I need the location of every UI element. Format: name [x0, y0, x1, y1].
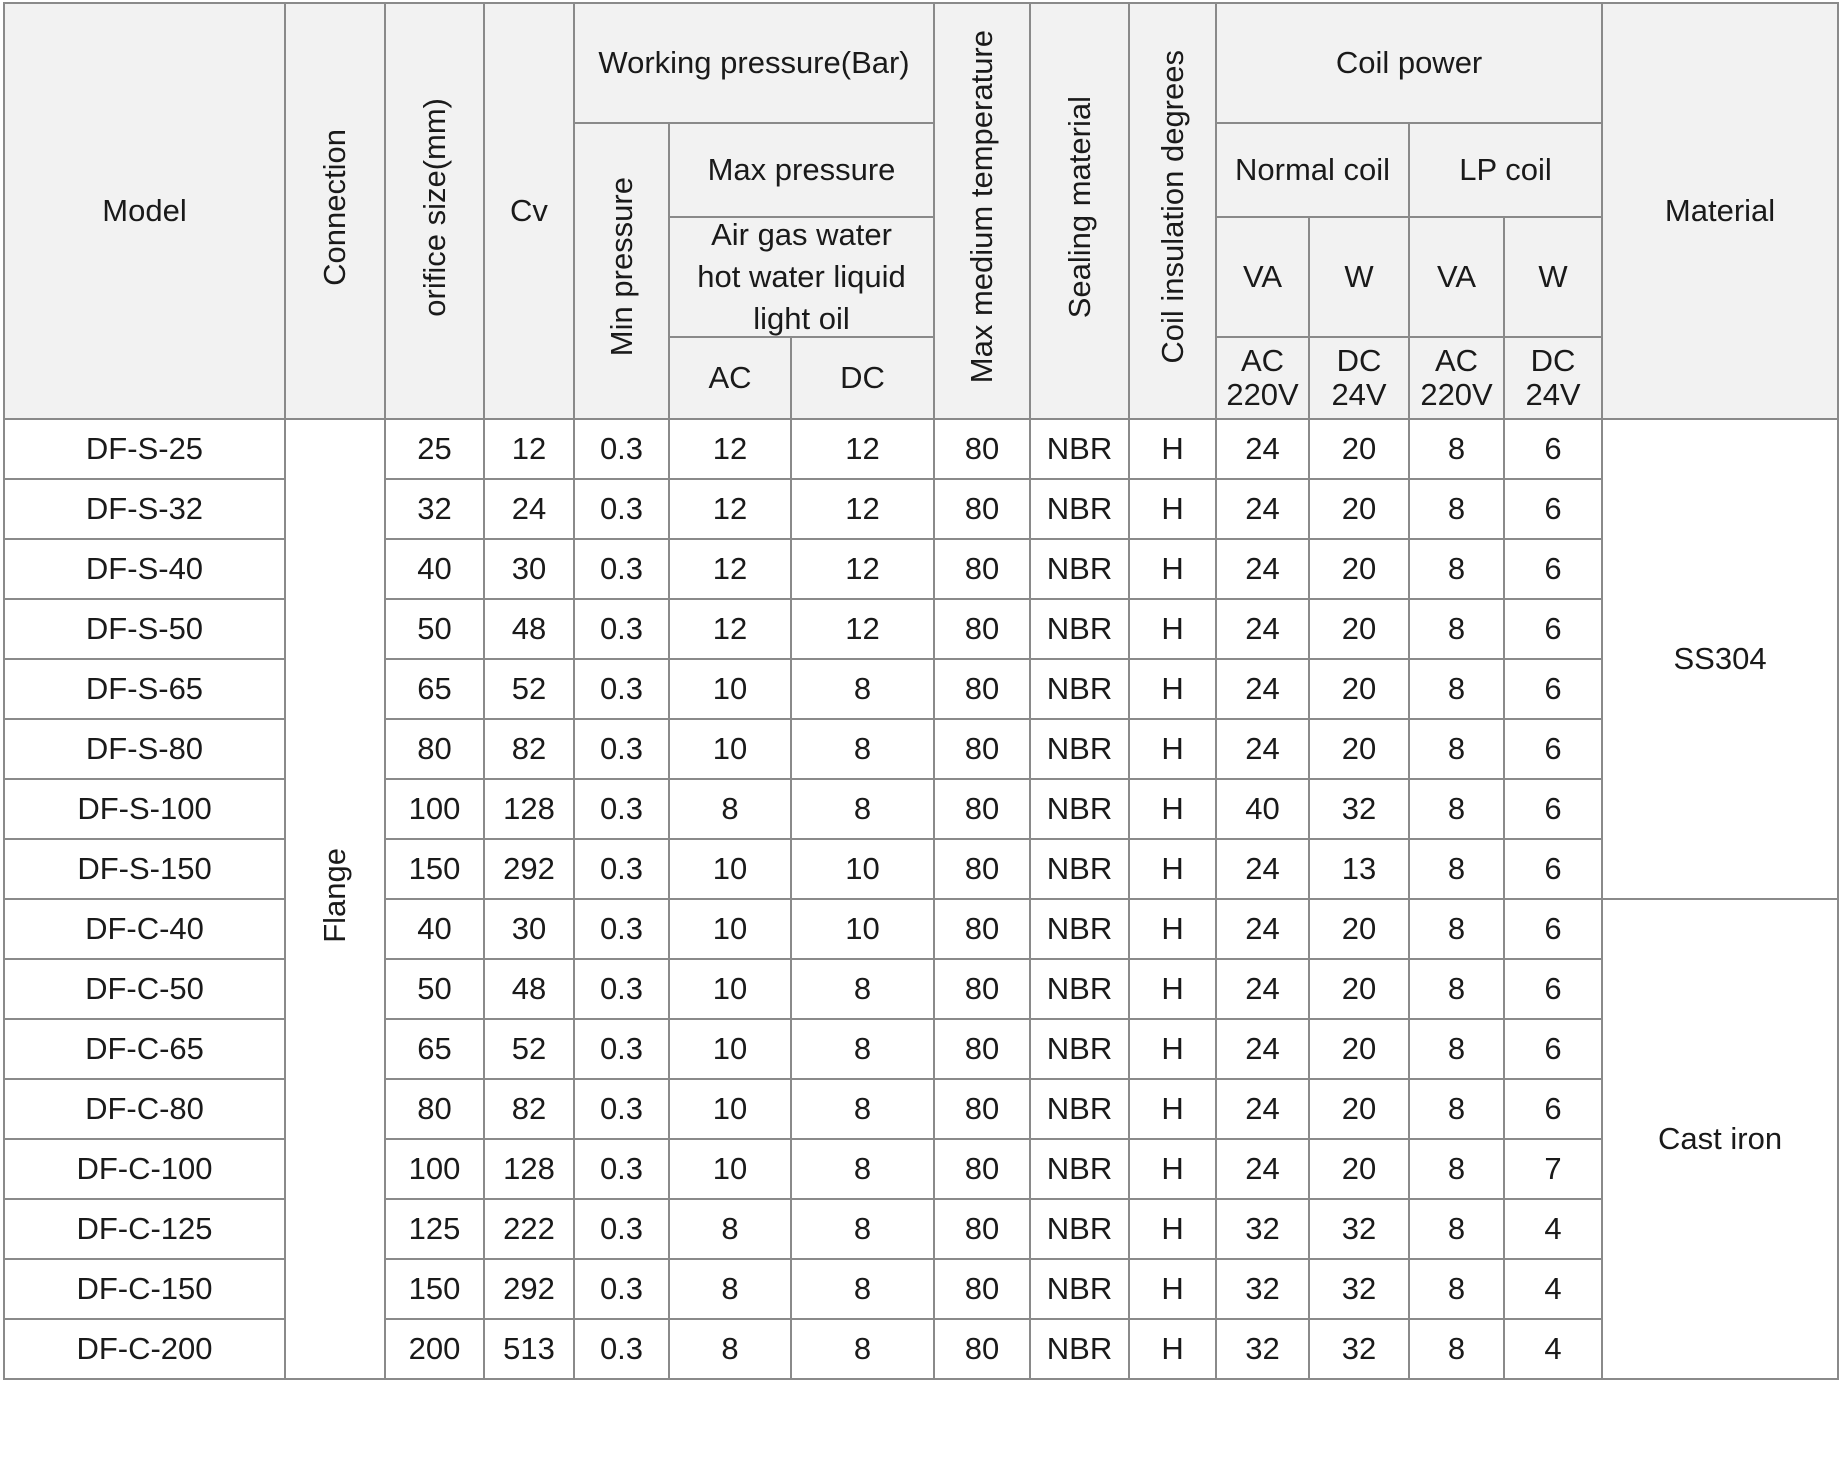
cell-max-ac: 10 [669, 659, 791, 719]
cell-lp-va: 8 [1409, 659, 1504, 719]
cell-normal-va: 32 [1216, 1319, 1309, 1379]
cell-cv: 24 [484, 479, 574, 539]
cell-lp-va: 8 [1409, 599, 1504, 659]
cell-lp-va: 8 [1409, 839, 1504, 899]
cell-max-ac: 10 [669, 1139, 791, 1199]
cell-normal-va: 24 [1216, 719, 1309, 779]
header-ac: AC [669, 337, 791, 419]
cell-min-pressure: 0.3 [574, 779, 669, 839]
cell-cv: 128 [484, 1139, 574, 1199]
cell-temp: 80 [934, 899, 1030, 959]
table-body [4, 419, 1838, 1379]
header-media [669, 217, 934, 337]
cell-lp-w: 4 [1504, 1319, 1602, 1379]
header-sealing: Sealing material [1030, 3, 1129, 419]
cell-max-ac: 12 [669, 479, 791, 539]
cell-min-pressure: 0.3 [574, 539, 669, 599]
cell-orifice: 100 [385, 1139, 484, 1199]
cell-normal-va: 32 [1216, 1259, 1309, 1319]
cell-lp-va: 8 [1409, 1079, 1504, 1139]
cell-normal-w: 20 [1309, 419, 1409, 479]
cell-temp: 80 [934, 479, 1030, 539]
table-row [4, 659, 1838, 719]
cell-max-dc: 8 [791, 1199, 934, 1259]
cell-normal-va: 24 [1216, 419, 1309, 479]
cell-cv: 222 [484, 1199, 574, 1259]
cell-normal-w: 20 [1309, 899, 1409, 959]
header-min-pressure: Min pressure [574, 123, 669, 419]
ac-label: AC [1434, 343, 1479, 378]
table-row [4, 959, 1838, 1019]
cell-orifice: 125 [385, 1199, 484, 1259]
cell-temp: 80 [934, 779, 1030, 839]
cell-model: DF-C-80 [4, 1079, 285, 1139]
cell-max-ac: 8 [669, 779, 791, 839]
cell-normal-w: 13 [1309, 839, 1409, 899]
header-normal-dc-24v [1309, 337, 1409, 419]
cell-lp-va: 8 [1409, 539, 1504, 599]
cell-min-pressure: 0.3 [574, 1079, 669, 1139]
cell-max-ac: 12 [669, 599, 791, 659]
table-row [4, 719, 1838, 779]
table-row [4, 599, 1838, 659]
cell-normal-w: 32 [1309, 1259, 1409, 1319]
cell-model: DF-S-25 [4, 419, 285, 479]
cell-temp: 80 [934, 1199, 1030, 1259]
table-row [4, 839, 1838, 899]
media-line-2: hot water liquid [697, 259, 906, 294]
cell-lp-w: 6 [1504, 719, 1602, 779]
cell-orifice: 80 [385, 719, 484, 779]
cell-lp-va: 8 [1409, 479, 1504, 539]
header-normal-va: VA [1216, 217, 1309, 337]
cell-cv: 48 [484, 959, 574, 1019]
cell-max-dc: 8 [791, 1319, 934, 1379]
table-row [4, 899, 1838, 959]
cell-model: DF-C-40 [4, 899, 285, 959]
cell-model: DF-C-50 [4, 959, 285, 1019]
header-normal-w: W [1309, 217, 1409, 337]
cell-max-dc: 12 [791, 599, 934, 659]
cell-temp: 80 [934, 959, 1030, 1019]
cell-seal: NBR [1030, 1199, 1129, 1259]
header-orifice: orifice size(mm) [385, 3, 484, 419]
cell-temp: 80 [934, 599, 1030, 659]
cell-seal: NBR [1030, 779, 1129, 839]
header-material: Material [1602, 3, 1838, 419]
cell-cv: 30 [484, 539, 574, 599]
cell-max-ac: 8 [669, 1259, 791, 1319]
cell-seal: NBR [1030, 839, 1129, 899]
header-max-temp: Max medium temperature [934, 3, 1030, 419]
cell-seal: NBR [1030, 1259, 1129, 1319]
dc-label: DC [1336, 343, 1382, 378]
cell-normal-w: 32 [1309, 779, 1409, 839]
cell-lp-w: 6 [1504, 419, 1602, 479]
media-line-1: Air gas water [711, 217, 892, 252]
cell-normal-va: 24 [1216, 479, 1309, 539]
cell-insulation: H [1129, 1259, 1216, 1319]
header-normal-coil: Normal coil [1216, 123, 1409, 217]
cell-max-ac: 10 [669, 839, 791, 899]
cell-normal-va: 32 [1216, 1199, 1309, 1259]
cell-normal-va: 40 [1216, 779, 1309, 839]
cell-lp-va: 8 [1409, 1259, 1504, 1319]
cell-insulation: H [1129, 959, 1216, 1019]
cell-model: DF-S-150 [4, 839, 285, 899]
cell-lp-va: 8 [1409, 1019, 1504, 1079]
cell-lp-va: 8 [1409, 719, 1504, 779]
cell-insulation: H [1129, 1199, 1216, 1259]
header-lp-ac-220v [1409, 337, 1504, 419]
cell-max-dc: 8 [791, 1079, 934, 1139]
cell-seal: NBR [1030, 1019, 1129, 1079]
cell-max-dc: 8 [791, 779, 934, 839]
cell-temp: 80 [934, 539, 1030, 599]
cell-min-pressure: 0.3 [574, 719, 669, 779]
cell-max-ac: 10 [669, 899, 791, 959]
cell-orifice: 150 [385, 1259, 484, 1319]
cell-min-pressure: 0.3 [574, 839, 669, 899]
cell-max-ac: 8 [669, 1319, 791, 1379]
cell-lp-w: 7 [1504, 1139, 1602, 1199]
cell-insulation: H [1129, 1079, 1216, 1139]
table-row [4, 1199, 1838, 1259]
cell-seal: NBR [1030, 479, 1129, 539]
ac-label: AC [1240, 343, 1285, 378]
cell-normal-va: 24 [1216, 1019, 1309, 1079]
cell-cv: 82 [484, 719, 574, 779]
cell-connection [285, 419, 385, 1379]
cell-seal: NBR [1030, 959, 1129, 1019]
cell-orifice: 25 [385, 419, 484, 479]
cell-insulation: H [1129, 659, 1216, 719]
cell-lp-va: 8 [1409, 899, 1504, 959]
cell-temp: 80 [934, 1019, 1030, 1079]
cell-insulation: H [1129, 1139, 1216, 1199]
media-line-3: light oil [753, 301, 850, 336]
cell-normal-w: 20 [1309, 659, 1409, 719]
cell-insulation: H [1129, 1319, 1216, 1379]
cell-model: DF-S-50 [4, 599, 285, 659]
cell-min-pressure: 0.3 [574, 599, 669, 659]
cell-insulation: H [1129, 599, 1216, 659]
cell-insulation: H [1129, 719, 1216, 779]
cell-max-dc: 10 [791, 839, 934, 899]
cell-seal: NBR [1030, 1079, 1129, 1139]
cell-orifice: 80 [385, 1079, 484, 1139]
cell-max-dc: 12 [791, 479, 934, 539]
voltage-24v: 24V [1525, 377, 1581, 412]
cell-temp: 80 [934, 1319, 1030, 1379]
cell-min-pressure: 0.3 [574, 1139, 669, 1199]
cell-min-pressure: 0.3 [574, 899, 669, 959]
table-row [4, 419, 1838, 479]
cell-lp-w: 6 [1504, 599, 1602, 659]
cell-cv: 52 [484, 659, 574, 719]
cell-max-dc: 8 [791, 959, 934, 1019]
cell-normal-va: 24 [1216, 599, 1309, 659]
header-model: Model [4, 3, 285, 419]
cell-normal-va: 24 [1216, 1079, 1309, 1139]
cell-cv: 48 [484, 599, 574, 659]
cell-normal-w: 20 [1309, 1139, 1409, 1199]
cell-lp-va: 8 [1409, 1199, 1504, 1259]
cell-cv: 513 [484, 1319, 574, 1379]
cell-normal-va: 24 [1216, 1139, 1309, 1199]
cell-temp: 80 [934, 1259, 1030, 1319]
cell-seal: NBR [1030, 899, 1129, 959]
cell-model: DF-S-80 [4, 719, 285, 779]
cell-orifice: 32 [385, 479, 484, 539]
cell-min-pressure: 0.3 [574, 1019, 669, 1079]
cell-lp-w: 6 [1504, 959, 1602, 1019]
cell-normal-w: 20 [1309, 1079, 1409, 1139]
cell-lp-w: 4 [1504, 1259, 1602, 1319]
cell-model: DF-S-32 [4, 479, 285, 539]
cell-max-dc: 8 [791, 1019, 934, 1079]
cell-min-pressure: 0.3 [574, 1259, 669, 1319]
cell-orifice: 65 [385, 1019, 484, 1079]
cell-insulation: H [1129, 779, 1216, 839]
cell-model: DF-S-40 [4, 539, 285, 599]
cell-temp: 80 [934, 1079, 1030, 1139]
header-insulation: Coil insulation degrees [1129, 3, 1216, 419]
cell-normal-w: 20 [1309, 719, 1409, 779]
table-row [4, 779, 1838, 839]
cell-model: DF-S-100 [4, 779, 285, 839]
cell-seal: NBR [1030, 1319, 1129, 1379]
header-normal-ac-220v [1216, 337, 1309, 419]
cell-cv: 12 [484, 419, 574, 479]
cell-normal-va: 24 [1216, 659, 1309, 719]
header-connection: Connection [285, 3, 385, 419]
cell-model: DF-C-150 [4, 1259, 285, 1319]
cell-orifice: 50 [385, 959, 484, 1019]
cell-max-ac: 8 [669, 1199, 791, 1259]
cell-normal-w: 20 [1309, 599, 1409, 659]
cell-normal-va: 24 [1216, 959, 1309, 1019]
cell-normal-va: 24 [1216, 839, 1309, 899]
cell-seal: NBR [1030, 539, 1129, 599]
table-row [4, 1139, 1838, 1199]
cell-lp-w: 6 [1504, 899, 1602, 959]
cell-max-dc: 8 [791, 1259, 934, 1319]
cell-cv: 82 [484, 1079, 574, 1139]
cell-lp-va: 8 [1409, 779, 1504, 839]
cell-lp-va: 8 [1409, 1319, 1504, 1379]
cell-material-ss304: SS304 [1602, 419, 1838, 899]
cell-lp-va: 8 [1409, 419, 1504, 479]
header-coil-power: Coil power [1216, 3, 1602, 123]
cell-model: DF-C-65 [4, 1019, 285, 1079]
cell-model: DF-C-200 [4, 1319, 285, 1379]
cell-orifice: 200 [385, 1319, 484, 1379]
cell-seal: NBR [1030, 599, 1129, 659]
voltage-220v: 220V [1420, 377, 1493, 412]
table-row [4, 1259, 1838, 1319]
cell-lp-w: 6 [1504, 479, 1602, 539]
cell-lp-w: 6 [1504, 839, 1602, 899]
cell-max-dc: 8 [791, 719, 934, 779]
cell-max-ac: 12 [669, 539, 791, 599]
cell-orifice: 65 [385, 659, 484, 719]
cell-max-dc: 8 [791, 659, 934, 719]
cell-lp-w: 6 [1504, 1079, 1602, 1139]
cell-min-pressure: 0.3 [574, 479, 669, 539]
cell-lp-w: 6 [1504, 1019, 1602, 1079]
header-lp-dc-24v [1504, 337, 1602, 419]
cell-normal-w: 20 [1309, 1019, 1409, 1079]
cell-seal: NBR [1030, 1139, 1129, 1199]
cell-min-pressure: 0.3 [574, 659, 669, 719]
cell-seal: NBR [1030, 659, 1129, 719]
cell-cv: 30 [484, 899, 574, 959]
cell-model: DF-S-65 [4, 659, 285, 719]
voltage-24v: 24V [1331, 377, 1387, 412]
cell-insulation: H [1129, 539, 1216, 599]
cell-temp: 80 [934, 1139, 1030, 1199]
cell-seal: NBR [1030, 419, 1129, 479]
cell-orifice: 50 [385, 599, 484, 659]
cell-lp-w: 6 [1504, 779, 1602, 839]
table-row [4, 539, 1838, 599]
connection-label: Flange [317, 847, 352, 943]
cell-lp-w: 6 [1504, 539, 1602, 599]
cell-max-dc: 8 [791, 1139, 934, 1199]
cell-max-ac: 10 [669, 1079, 791, 1139]
header-max-pressure: Max pressure [669, 123, 934, 217]
table-header [4, 3, 1838, 419]
cell-min-pressure: 0.3 [574, 1319, 669, 1379]
cell-insulation: H [1129, 899, 1216, 959]
header-lp-va: VA [1409, 217, 1504, 337]
cell-orifice: 40 [385, 899, 484, 959]
voltage-220v: 220V [1226, 377, 1299, 412]
cell-lp-w: 6 [1504, 659, 1602, 719]
cell-lp-va: 8 [1409, 1139, 1504, 1199]
header-working-pressure: Working pressure(Bar) [574, 3, 934, 123]
header-cv: Cv [484, 3, 574, 419]
header-lp-w: W [1504, 217, 1602, 337]
cell-cv: 52 [484, 1019, 574, 1079]
cell-normal-va: 24 [1216, 539, 1309, 599]
cell-seal: NBR [1030, 719, 1129, 779]
cell-min-pressure: 0.3 [574, 419, 669, 479]
cell-max-ac: 10 [669, 1019, 791, 1079]
table-row [4, 1319, 1838, 1379]
cell-insulation: H [1129, 479, 1216, 539]
cell-max-dc: 12 [791, 419, 934, 479]
cell-normal-w: 32 [1309, 1199, 1409, 1259]
cell-max-dc: 10 [791, 899, 934, 959]
cell-insulation: H [1129, 839, 1216, 899]
cell-normal-va: 24 [1216, 899, 1309, 959]
cell-cv: 292 [484, 839, 574, 899]
cell-lp-w: 4 [1504, 1199, 1602, 1259]
cell-insulation: H [1129, 419, 1216, 479]
header-dc: DC [791, 337, 934, 419]
cell-orifice: 100 [385, 779, 484, 839]
cell-temp: 80 [934, 419, 1030, 479]
cell-max-ac: 10 [669, 719, 791, 779]
cell-normal-w: 20 [1309, 959, 1409, 1019]
table-row [4, 479, 1838, 539]
cell-normal-w: 20 [1309, 539, 1409, 599]
cell-temp: 80 [934, 839, 1030, 899]
cell-normal-w: 20 [1309, 479, 1409, 539]
cell-orifice: 150 [385, 839, 484, 899]
cell-cv: 292 [484, 1259, 574, 1319]
cell-material-cast-iron: Cast iron [1602, 899, 1838, 1379]
cell-model: DF-C-100 [4, 1139, 285, 1199]
cell-min-pressure: 0.3 [574, 1199, 669, 1259]
cell-max-ac: 12 [669, 419, 791, 479]
cell-temp: 80 [934, 719, 1030, 779]
cell-max-ac: 10 [669, 959, 791, 1019]
cell-cv: 128 [484, 779, 574, 839]
cell-max-dc: 12 [791, 539, 934, 599]
header-lp-coil: LP coil [1409, 123, 1602, 217]
table-row [4, 1019, 1838, 1079]
cell-min-pressure: 0.3 [574, 959, 669, 1019]
cell-lp-va: 8 [1409, 959, 1504, 1019]
cell-insulation: H [1129, 1019, 1216, 1079]
cell-orifice: 40 [385, 539, 484, 599]
spec-table [3, 2, 1839, 1380]
cell-model: DF-C-125 [4, 1199, 285, 1259]
cell-temp: 80 [934, 659, 1030, 719]
table-row [4, 1079, 1838, 1139]
dc-label: DC [1530, 343, 1576, 378]
cell-normal-w: 32 [1309, 1319, 1409, 1379]
